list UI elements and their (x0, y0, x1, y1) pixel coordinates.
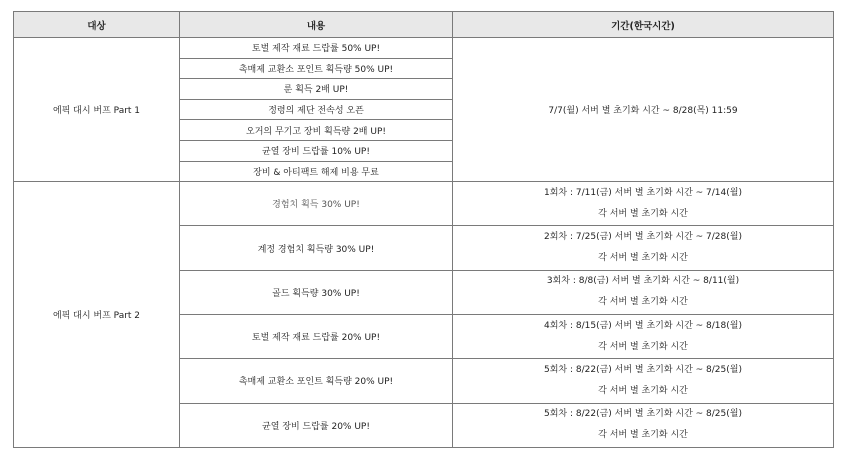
buff-schedule-table-wrapper (13, 11, 833, 448)
part1-target: 에픽 대시 버프 Part 1 (14, 38, 180, 182)
part1-item: 토벌 제작 재료 드랍률 50% UP! (180, 38, 453, 59)
period-line: 3회차 : 8/8(금) 서버 별 초기화 시간 ~ 8/11(월) (546, 276, 740, 287)
period-line: 각 서버 별 초기화 시간 (598, 430, 688, 441)
part2-period (453, 270, 834, 314)
part1-period: 7/7(월) 서버 별 초기화 시간 ~ 8/28(목) 11:59 (453, 38, 834, 182)
part2-period (453, 182, 834, 226)
period-line: 1회차 : 7/11(금) 서버 별 초기화 시간 ~ 7/14(월) (544, 187, 742, 198)
period-line: 각 서버 별 초기화 시간 (598, 297, 688, 308)
table-row (14, 38, 834, 59)
period-line: 각 서버 별 초기화 시간 (598, 341, 688, 352)
part2-content: 촉매제 교환소 포인트 획득량 20% UP! (180, 359, 453, 403)
part1-item: 장비 & 아티팩트 해제 비용 무료 (180, 161, 453, 182)
part1-item: 룬 획득 2배 UP! (180, 79, 453, 100)
buff-schedule-table (13, 11, 834, 448)
period-line: 각 서버 별 초기화 시간 (598, 385, 688, 396)
part1-item: 정령의 제단 전속성 오픈 (180, 99, 453, 120)
part2-content: 토벌 제작 재료 드랍률 20% UP! (180, 315, 453, 359)
part2-content: 골드 획득량 30% UP! (180, 270, 453, 314)
part2-period (453, 359, 834, 403)
period-line: 2회차 : 7/25(금) 서버 별 초기화 시간 ~ 7/28(월) (544, 232, 742, 243)
table-header-row (14, 12, 834, 38)
header-content: 내용 (180, 12, 453, 38)
table-row (14, 182, 834, 226)
part1-item: 촉매제 교환소 포인트 획득량 50% UP! (180, 58, 453, 79)
part2-period (453, 226, 834, 270)
period-line: 5회차 : 8/22(금) 서버 별 초기화 시간 ~ 8/25(월) (544, 364, 742, 375)
period-line: 각 서버 별 초기화 시간 (598, 253, 688, 264)
period-line: 5회차 : 8/22(금) 서버 별 초기화 시간 ~ 8/25(월) (544, 409, 742, 420)
part2-period (453, 403, 834, 447)
header-target: 대상 (14, 12, 180, 38)
part1-item: 오거의 무기고 장비 획득량 2배 UP! (180, 120, 453, 141)
part2-target: 에픽 대시 버프 Part 2 (14, 182, 180, 448)
part2-content: 경험치 획득 30% UP! (180, 182, 453, 226)
period-line: 각 서버 별 초기화 시간 (598, 208, 688, 219)
header-period: 기간(한국시간) (453, 12, 834, 38)
part2-content: 계정 경험치 획득량 30% UP! (180, 226, 453, 270)
period-line: 4회차 : 8/15(금) 서버 별 초기화 시간 ~ 8/18(월) (544, 320, 742, 331)
part2-content: 균열 장비 드랍률 20% UP! (180, 403, 453, 447)
part2-period (453, 315, 834, 359)
part1-item: 균열 장비 드랍률 10% UP! (180, 140, 453, 161)
